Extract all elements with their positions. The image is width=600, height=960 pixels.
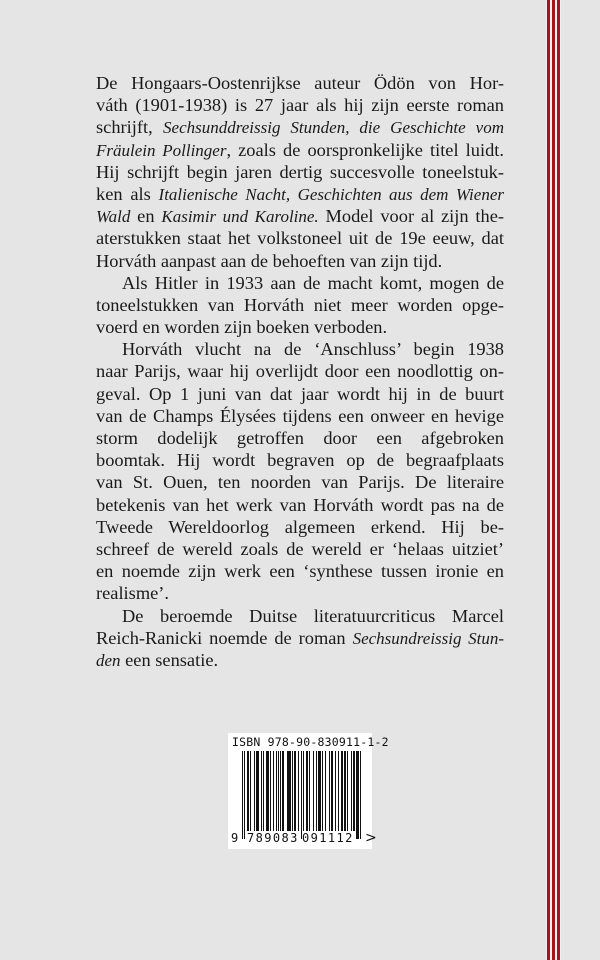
text-segment: boomtak. Hij wordt begraven op de begraafplaats <box>96 450 504 471</box>
text-line <box>96 605 504 627</box>
text-line <box>96 250 504 272</box>
quiet-zone-mark: > <box>365 830 377 846</box>
text-segment: váth (1901-1938) is 27 jaar als hij zijn eerste roman <box>96 95 504 116</box>
text-line <box>96 383 504 405</box>
barcode-digits-right: 091112 <box>302 831 354 845</box>
paragraph <box>96 605 504 672</box>
text-line <box>96 316 504 338</box>
text-segment: geval. Op 1 juni van dat jaar wordt hij in de buurt <box>96 383 504 404</box>
text-line <box>96 449 504 471</box>
isbn-barcode <box>228 733 389 849</box>
back-cover-blurb <box>96 72 504 671</box>
italic-title: Kasimir und Karoline. <box>161 207 319 227</box>
text-segment: De Hongaars-Oostenrijkse auteur Ödön von Hor- <box>96 73 504 93</box>
italic-title: Wald <box>96 207 131 227</box>
text-segment: Horváth aanpast aan de behoeften van zijn tijd. <box>96 250 443 271</box>
text-segment: realisme’. <box>96 583 170 604</box>
text-line <box>96 338 504 360</box>
text-segment: voerd en worden zijn boeken verboden. <box>96 317 388 338</box>
text-line <box>96 183 504 205</box>
text-line <box>96 538 504 560</box>
text-line <box>96 649 504 671</box>
italic-title: Sechsundreissig Stun- <box>352 628 504 648</box>
text-segment: toneelstukken van Horváth niet meer worden opge- <box>96 294 504 315</box>
text-segment: storm dodelijk getroffen door een afgebroken <box>96 428 504 448</box>
text-line <box>96 161 504 183</box>
text-segment: en <box>130 206 162 227</box>
italic-title: Italienische Nacht, Geschichten aus dem Wiener <box>158 184 504 204</box>
red-stripe-3 <box>557 0 560 960</box>
text-line <box>96 94 504 116</box>
text-line <box>96 471 504 493</box>
text-segment: schreef de wereld zoals de wereld er ‘helaas uitziet’ <box>96 538 504 559</box>
italic-title: Sechsunddreissig Stunden, die Geschichte vom <box>163 118 505 138</box>
text-line <box>96 116 504 138</box>
text-line <box>96 427 504 449</box>
text-line <box>96 360 504 382</box>
paragraph <box>96 272 504 339</box>
text-segment: schrijft, <box>96 117 164 138</box>
text-segment: , zoals de oorspronkelijke titel luidt. <box>226 139 504 160</box>
text-segment: Hij schrijft begin jaren dertig succesvolle toneelstuk- <box>96 161 504 182</box>
red-stripe-1 <box>547 0 550 960</box>
barcode-digit-first: 9 <box>231 831 239 845</box>
paragraph <box>96 338 504 604</box>
text-line <box>96 205 504 227</box>
barcode-gap <box>361 751 362 831</box>
text-segment: van St. Ouen, ten noorden van Parijs. De literaire <box>96 472 504 493</box>
text-line <box>96 72 504 94</box>
text-segment: en noemde zijn werk een ‘synthese tussen ironie en <box>96 561 504 582</box>
text-line <box>96 494 504 516</box>
text-line <box>96 227 504 249</box>
text-segment: De beroemde Duitse literatuurcriticus Marcel <box>122 605 504 626</box>
text-segment: een sensatie. <box>120 649 219 670</box>
red-stripe-2 <box>552 0 555 960</box>
text-segment: van de Champs Élysées tijdens een onweer en hevige <box>96 405 504 426</box>
text-line <box>96 272 504 294</box>
text-segment: Als Hitler in 1933 aan de macht komt, mogen de <box>122 272 504 293</box>
italic-title: den <box>96 650 121 670</box>
barcode-digits-left: 789083 <box>247 831 299 845</box>
text-segment: Horváth vlucht na de ‘Anschluss’ begin 1938 <box>122 339 504 360</box>
paragraph <box>96 72 504 272</box>
text-segment: Tweede Wereldoorlog algemeen erkend. Hij be- <box>96 516 504 537</box>
text-segment: Model voor al zijn the- <box>318 206 505 227</box>
text-line <box>96 627 504 649</box>
text-segment: naar Parijs, waar hij overlijdt door een noodlottig on- <box>96 361 504 382</box>
text-line <box>96 405 504 427</box>
text-segment: betekenis van het werk van Horváth wordt pas na de <box>96 494 504 515</box>
text-line <box>96 294 504 316</box>
text-line <box>96 516 504 538</box>
text-line <box>96 139 504 161</box>
text-segment: ken als <box>96 183 159 204</box>
text-line <box>96 582 504 604</box>
barcode-bars <box>242 751 362 837</box>
text-segment: aterstukken staat het volkstoneel uit de 19e eeuw, dat <box>96 228 504 249</box>
italic-title: Fräulein Pollinger <box>96 140 227 160</box>
isbn-label: ISBN 978-90-830911-1-2 <box>232 735 389 749</box>
text-line <box>96 560 504 582</box>
text-segment: Reich-Ranicki noemde de roman <box>96 627 353 648</box>
